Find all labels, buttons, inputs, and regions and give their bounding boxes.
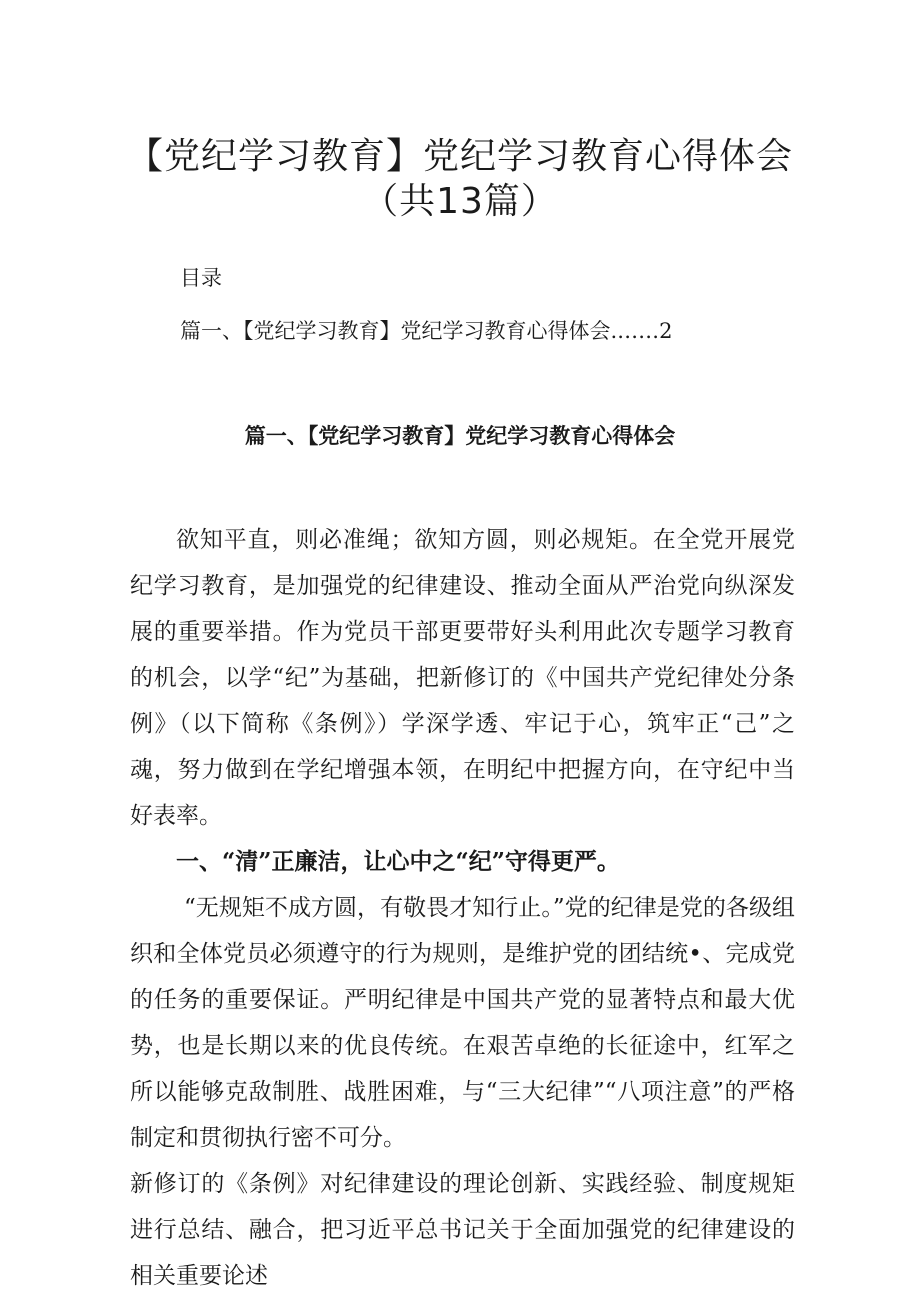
toc-label: 目录 — [180, 266, 222, 290]
document-title-line-1: 【党纪学习教育】党纪学习教育心得体会 — [126, 136, 793, 177]
document-title-line-2: （共13篇） — [362, 181, 558, 222]
body-paragraph-1: 欲知平直，则必准绳；欲知方圆，则必规矩。在全党开展党纪学习教育，是加强党的纪律建设、推动全面从严治党向纵深发展的重要举措。作为党员干部更要带好头利用此次专题学习教育的机会，以学“纪”为基础，把新修订的《中国共产党纪律处分条例》（以下简称《条例》）学深学透、牢记于心，筑牢正“己”之魂，努力做到在学纪增强本领，在明纪中把握方向，在守纪中当好表率。 — [130, 527, 795, 829]
section-body — [130, 517, 795, 1299]
body-paragraph-3: 新修订的《条例》对纪律建设的理论创新、实践经验、制度规矩进行总结、融合，把习近平总书记关于全面加强党的纪律建设的相关重要论述 — [130, 1171, 795, 1289]
sub-heading-1: 一、“清”正廉洁，让心中之“纪”守得更严。 — [176, 848, 620, 875]
body-paragraph-2: “无规矩不成方圆，有敬畏才知行止。”党的纪律是党的各级组织和全体党员必须遵守的行为规则，是维护党的团结统•、完成党的任务的重要保证。严明纪律是中国共产党的显著特点和最大优势，也是长期以来的优良传统。在艰苦卓绝的长征途中，红军之所以能够克敌制胜、战胜困难，与“三大纪律”“八项注意”的严格制定和贯彻执行密不可分。 — [130, 895, 795, 1151]
toc-entry-1[interactable]: 篇一、【党纪学习教育】党纪学习教育心得体会.……2 — [180, 319, 673, 343]
section-heading: 篇一、【党纪学习教育】党纪学习教育心得体会 — [244, 423, 676, 448]
